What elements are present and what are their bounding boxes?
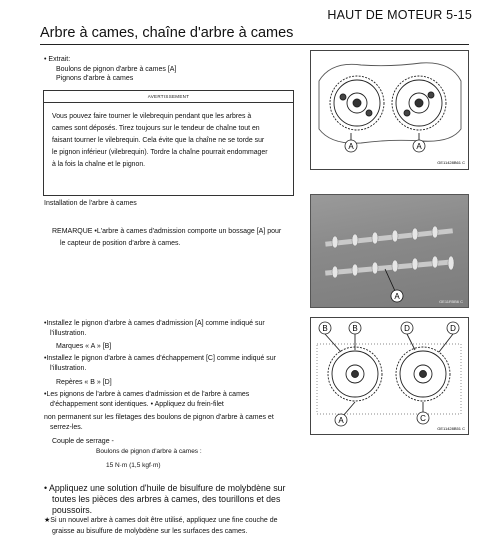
title-rule	[40, 44, 469, 45]
step-1b: l'illustration.	[50, 330, 87, 337]
warning-line: à la fois la chaîne et le pignon.	[52, 161, 146, 168]
warning-heading: AVERTISSEMENT	[44, 91, 293, 103]
step-3a: •Les pignons de l'arbre à cames d'admission et de l'arbre à cames	[44, 391, 250, 398]
figure-camshafts-photo	[310, 194, 469, 308]
remark-line-1: REMARQUE •L'arbre à cames d'admission comporte un bossage [A] pour	[52, 228, 282, 235]
installation-heading: Installation de l'arbre à cames	[44, 200, 137, 207]
sprocket-drawing-2	[311, 318, 468, 434]
torque-label: Couple de serrage -	[52, 438, 114, 445]
extract-bullet: • Extrait:	[44, 56, 71, 63]
fig3-label-d-left: D	[404, 324, 410, 333]
extract-line-1: Boulons de pignon d'arbre à cames [A]	[56, 66, 177, 73]
warning-box	[43, 90, 294, 196]
fig3-code: GE11428B51 C	[437, 426, 465, 431]
fig3-label-b-left: B	[322, 324, 328, 333]
warning-line: Vous pouvez faire tourner le vilebrequin pendant que les arbres à	[52, 113, 252, 120]
step-1c: Marques « A » [B]	[56, 343, 112, 350]
step-2a: •Installez le pignon d'arbre à cames d'échappement [C] comme indiqué sur	[44, 355, 276, 362]
camshaft-photo-drawing	[311, 195, 468, 307]
sprocket-drawing-1	[311, 51, 468, 169]
warning-text	[52, 111, 288, 171]
step-3b: d'échappement sont identiques. • Appliquez du frein-filet	[50, 401, 224, 408]
star-note-2: graisse au bisulfure de molybdène sur les surfaces des cames.	[52, 528, 248, 535]
step-1a: •Installez le pignon d'arbre à cames d'admission [A] comme indiqué sur	[44, 320, 265, 327]
star-note-1: ★Si un nouvel arbre à cames doit être utilisé, appliquez une fine couche de	[44, 517, 278, 524]
fig3-label-d-right: D	[450, 324, 456, 333]
extract-line-2: Pignons d'arbre à cames	[56, 75, 134, 82]
fig1-label-a-left: A	[348, 142, 354, 151]
fig2-code: GE11R5B6 C	[439, 299, 463, 304]
fig3-label-b-right: B	[352, 324, 358, 333]
step-2c: Repères « B » [D]	[56, 379, 112, 386]
step-4b: serrez-les.	[50, 424, 83, 431]
moly-line-1: • Appliquez une solution d'huile de bisulfure de molybdène sur	[44, 483, 286, 493]
torque-item: Boulons de pignon d'arbre à cames :	[96, 448, 202, 455]
remark-line-2: le capteur de position d'arbre à cames.	[60, 240, 181, 247]
warning-line: le pignon inférieur (vilebrequin). Tordre la chaîne pourrait endommager	[52, 149, 268, 156]
torque-value: 15 N·m (1,5 kgf·m)	[106, 462, 161, 469]
figure-sprocket-marks	[310, 317, 469, 435]
step-2b: l'illustration.	[50, 365, 87, 372]
moly-line-3: poussoirs.	[52, 505, 93, 515]
warning-line: faisant tourner le vilebrequin. Cela évite que la chaîne ne se torde sur	[52, 137, 265, 144]
section-header: HAUT DE MOTEUR 5-15	[327, 8, 472, 22]
fig2-label-a: A	[394, 292, 400, 301]
fig3-label-c: C	[420, 414, 426, 423]
fig3-label-a: A	[338, 416, 344, 425]
figure-sprockets-bolts	[310, 50, 469, 170]
step-4a: non permanent sur les filetages des boulons de pignon d'arbre à cames et	[44, 414, 274, 421]
fig1-code: GE11428B61 C	[437, 160, 465, 165]
fig1-label-a-right: A	[416, 142, 422, 151]
page-title: Arbre à cames, chaîne d'arbre à cames	[40, 25, 294, 41]
moly-line-2: toutes les pièces des arbres à cames, des tourillons et des	[52, 494, 281, 504]
warning-line: cames sont déposés. Tirez toujours sur le tendeur de chaîne tout en	[52, 125, 260, 132]
